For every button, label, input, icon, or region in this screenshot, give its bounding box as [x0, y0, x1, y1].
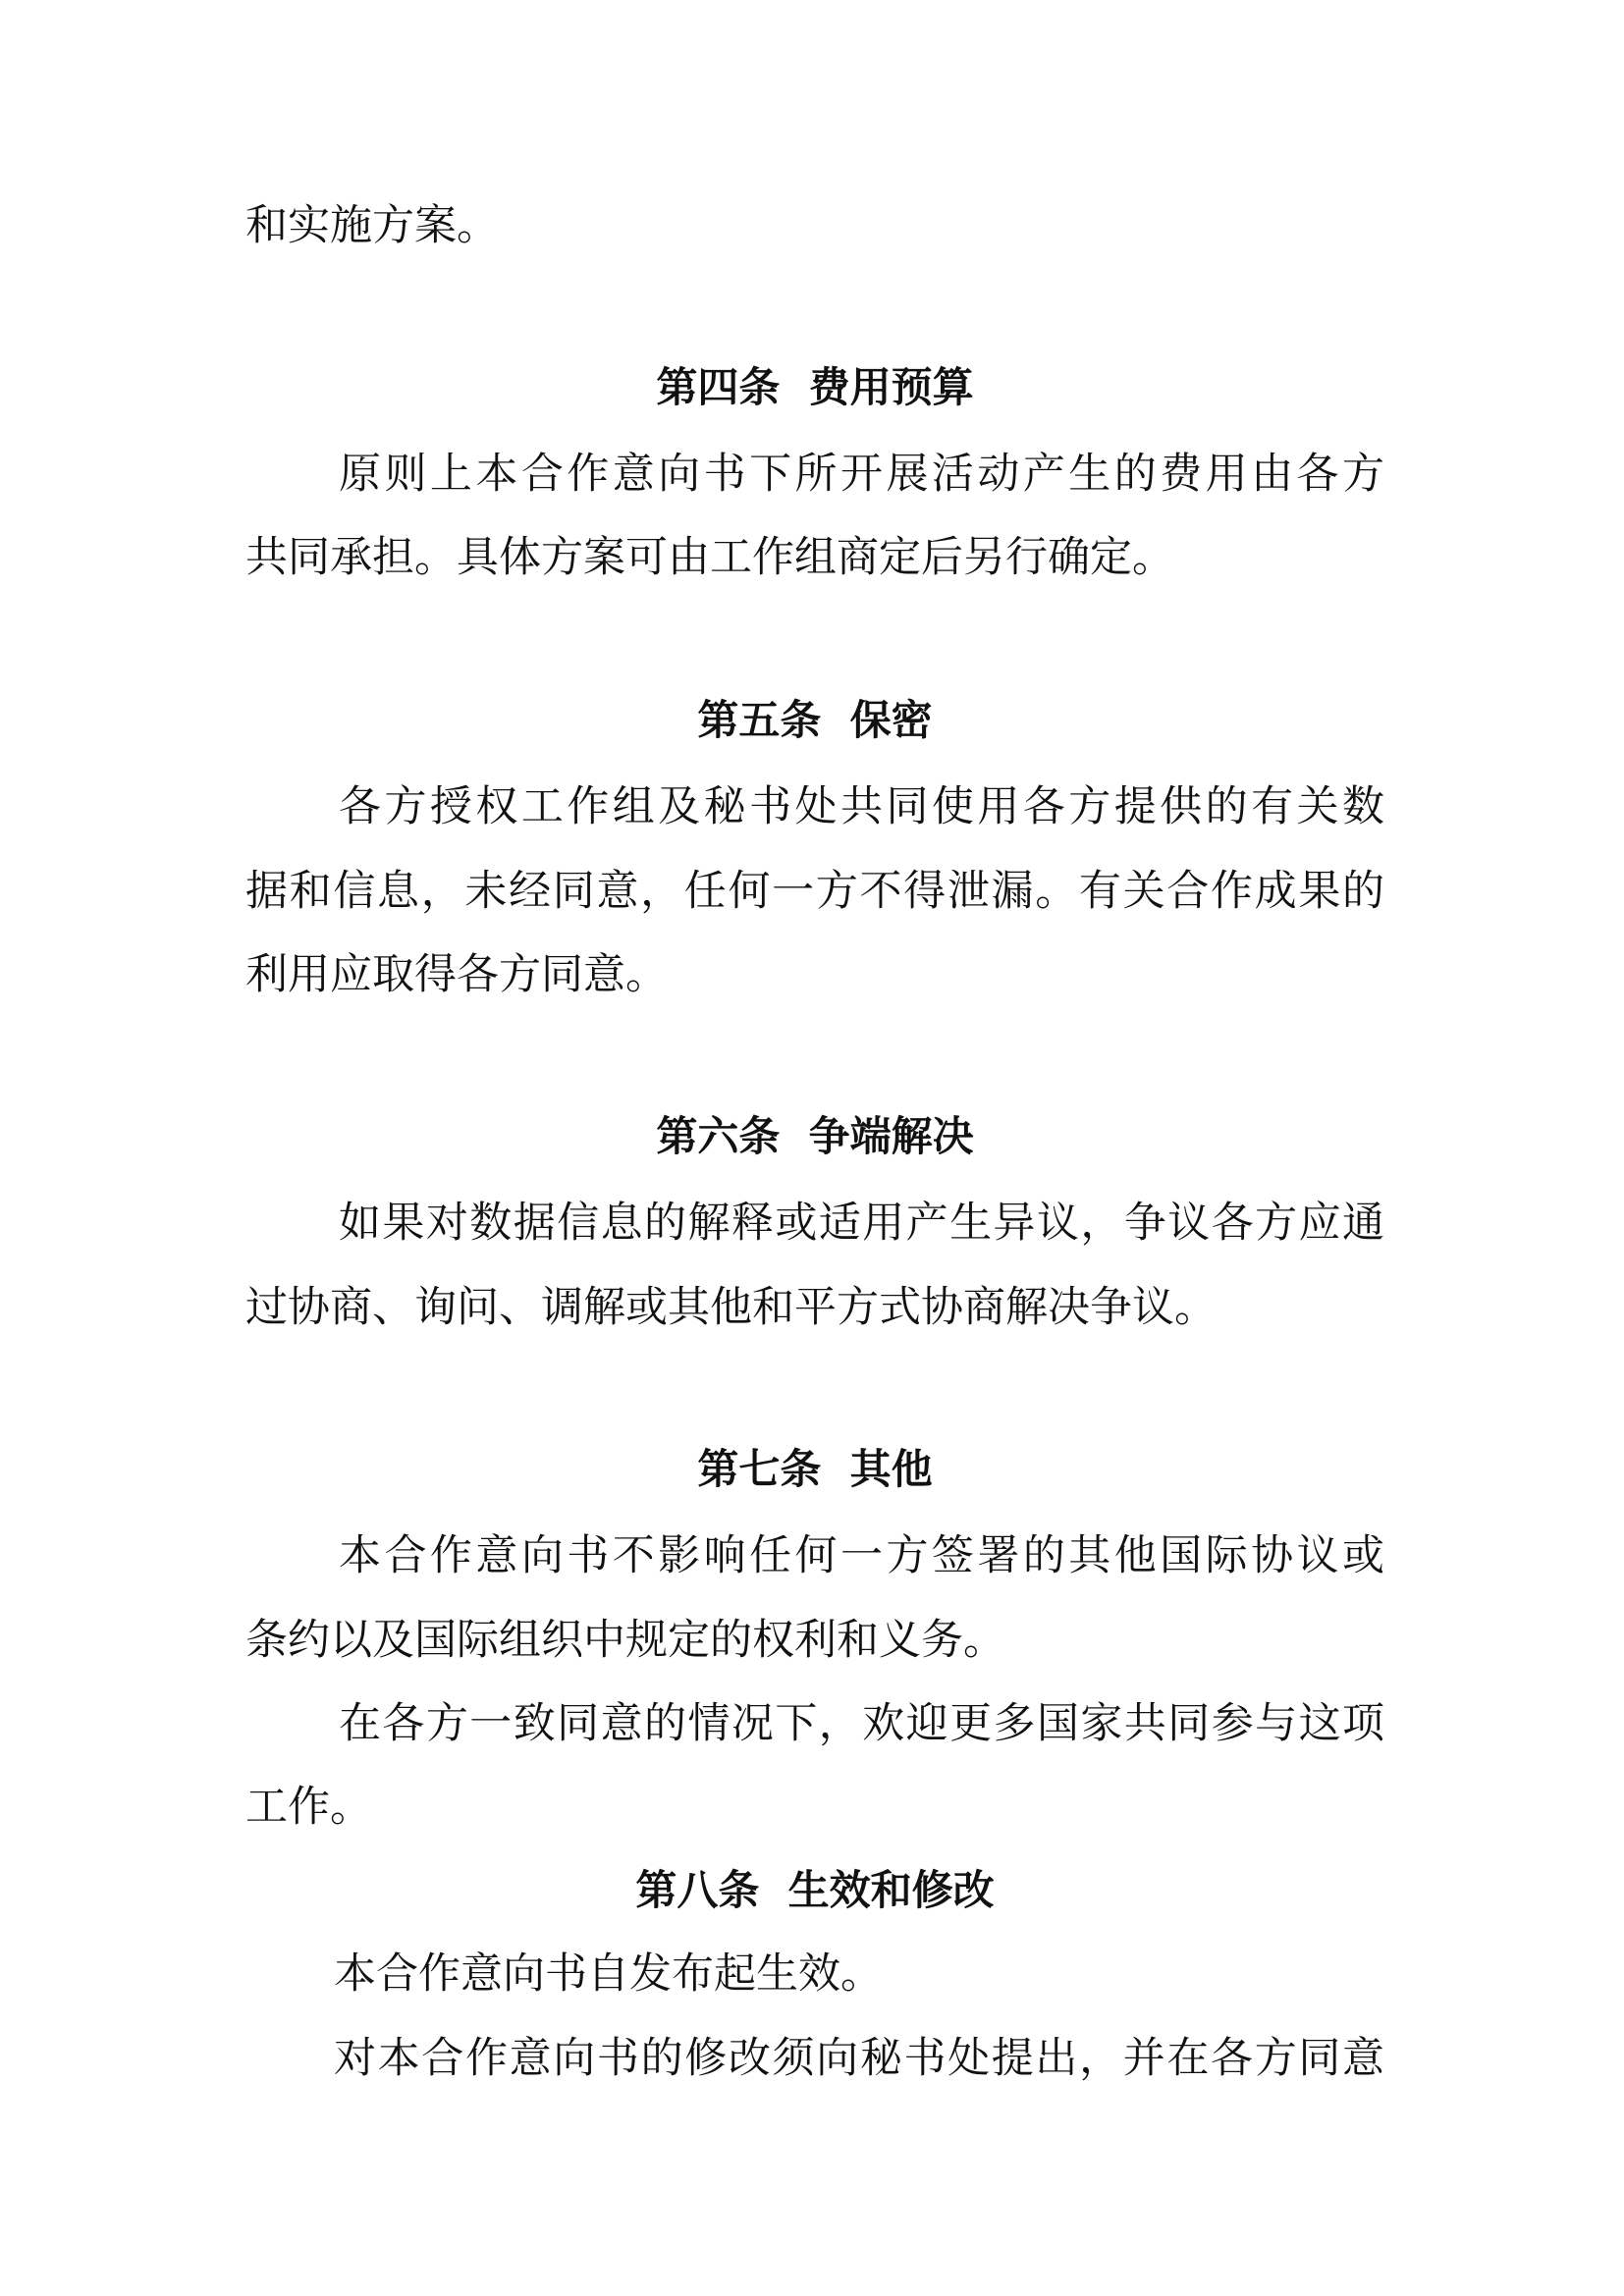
- intro-tail-line: 和实施方案。: [245, 201, 499, 250]
- article-7-p1-line-2: 条约以及国际组织中规定的权利和义务。: [245, 1616, 1005, 1665]
- article-5-heading: 第五条 保密: [697, 696, 933, 744]
- article-4-line-1: 原则上本合作意向书下所开展活动产生的费用由各方: [339, 450, 1384, 499]
- article-4-heading: 第四条 费用预算: [656, 363, 974, 411]
- article-7-heading: 第七条 其他: [697, 1445, 933, 1493]
- article-7-p1-line-1: 本合作意向书不影响任何一方签署的其他国际协议或: [339, 1531, 1384, 1580]
- article-8-heading: 第八条 生效和修改: [635, 1866, 995, 1914]
- article-8-p1-line-1: 本合作意向书自发布起生效。: [334, 1949, 883, 1999]
- article-6-line-2: 过协商、询问、调解或其他和平方式协商解决争议。: [245, 1283, 1217, 1332]
- article-7-p2-line-2: 工作。: [245, 1783, 372, 1832]
- article-6-heading: 第六条 争端解决: [656, 1112, 974, 1160]
- article-6-line-1: 如果对数据信息的解释或适用产生异议，争议各方应通: [339, 1199, 1384, 1248]
- article-5-line-3: 利用应取得各方同意。: [245, 950, 668, 999]
- article-5-line-1: 各方授权工作组及秘书处共同使用各方提供的有关数: [339, 782, 1384, 831]
- article-5-line-2: 据和信息，未经同意，任何一方不得泄漏。有关合作成果的: [245, 867, 1384, 916]
- article-4-line-2: 共同承担。具体方案可由工作组商定后另行确定。: [245, 533, 1174, 582]
- article-8-p2-line-1: 对本合作意向书的修改须向秘书处提出，并在各方同意: [334, 2034, 1384, 2083]
- article-7-p2-line-1: 在各方一致同意的情况下，欢迎更多国家共同参与这项: [339, 1699, 1384, 1748]
